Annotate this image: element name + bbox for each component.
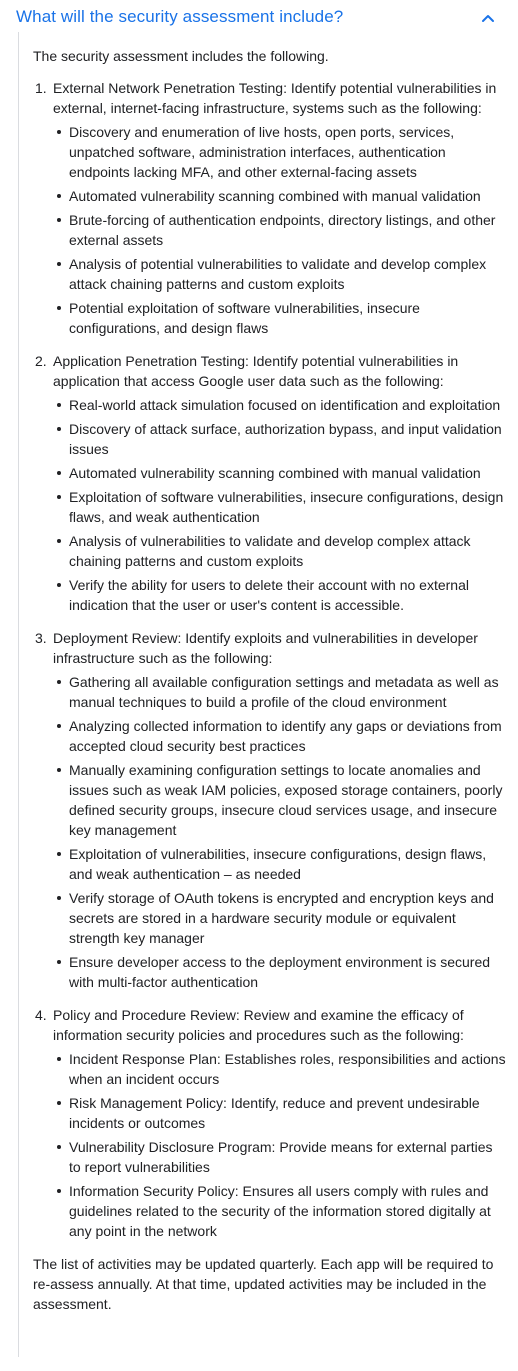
chevron-up-icon[interactable]: [478, 8, 498, 28]
bullet-item: Information Security Policy: Ensures all users comply with rules and guidelines related to the security of the information stored digitally at any point in the network: [53, 1181, 508, 1241]
bullet-list: [53, 672, 508, 992]
bullet-item: Analysis of vulnerabilities to validate and develop complex attack chaining patterns and custom exploits: [53, 531, 508, 571]
section-number: 4.: [35, 1007, 47, 1023]
bullet-item: Discovery and enumeration of live hosts, open ports, services, unpatched software, administration interfaces, authentication endpoints lacking MFA, and other external-facing assets: [53, 122, 508, 182]
section-heading: External Network Penetration Testing: Identify potential vulnerabilities in external, internet-facing infrastructure, systems such as the following:: [53, 80, 497, 116]
bullet-item: Automated vulnerability scanning combined with manual validation: [53, 186, 508, 206]
section-number: 2.: [35, 353, 47, 369]
section-item: [33, 78, 508, 338]
faq-toggle[interactable]: [0, 0, 518, 32]
bullet-item: Vulnerability Disclosure Program: Provide means for external parties to report vulnerabilities: [53, 1137, 508, 1177]
faq-answer: [18, 32, 518, 1357]
section-number: 1.: [35, 80, 47, 96]
bullet-item: Analyzing collected information to identify any gaps or deviations from accepted cloud security best practices: [53, 716, 508, 756]
section-item: [33, 351, 508, 615]
bullet-item: Potential exploitation of software vulnerabilities, insecure configurations, and design flaws: [53, 298, 508, 338]
bullet-item: Verify storage of OAuth tokens is encrypted and encryption keys and secrets are stored in a hardware security module or equivalent strength key manager: [53, 888, 508, 948]
bullet-item: Ensure developer access to the deployment environment is secured with multi-factor authentication: [53, 952, 508, 992]
bullet-item: Risk Management Policy: Identify, reduce and prevent undesirable incidents or outcomes: [53, 1093, 508, 1133]
bullet-item: Automated vulnerability scanning combined with manual validation: [53, 463, 508, 483]
bullet-item: Exploitation of vulnerabilities, insecure configurations, design flaws, and weak authentication – as needed: [53, 844, 508, 884]
intro-text: The security assessment includes the following.: [33, 48, 329, 64]
bullet-item: Analysis of potential vulnerabilities to validate and develop complex attack chaining patterns and custom exploits: [53, 254, 508, 294]
bullet-item: Gathering all available configuration settings and metadata as well as manual techniques to build a profile of the cloud environment: [53, 672, 508, 712]
section-list: [33, 78, 508, 1241]
outro-text: The list of activities may be updated quarterly. Each app will be required to re-assess annually. At that time, updated activities may be included in the assessment.: [33, 1256, 494, 1312]
bullet-item: Brute-forcing of authentication endpoints, directory listings, and other external assets: [53, 210, 508, 250]
section-item: [33, 1005, 508, 1241]
bullet-item: Discovery of attack surface, authorization bypass, and input validation issues: [53, 419, 508, 459]
faq-question[interactable]: What will the security assessment include?: [16, 7, 344, 26]
section-heading: Policy and Procedure Review: Review and examine the efficacy of information security policies and procedures such as the following:: [53, 1007, 464, 1043]
bullet-list: [53, 122, 508, 338]
bullet-item: Manually examining configuration settings to locate anomalies and issues such as weak IAM policies, exposed storage containers, poorly defined security groups, insecure cloud services usage, and insecure key management: [53, 760, 508, 840]
section-heading: Application Penetration Testing: Identify potential vulnerabilities in application that access Google user data such as the following:: [53, 353, 459, 389]
bullet-item: Exploitation of software vulnerabilities, insecure configurations, design flaws, and weak authentication: [53, 487, 508, 527]
bullet-list: [53, 395, 508, 615]
section-heading: Deployment Review: Identify exploits and vulnerabilities in developer infrastructure such as the following:: [53, 630, 478, 666]
section-number: 3.: [35, 630, 47, 646]
bullet-item: Incident Response Plan: Establishes roles, responsibilities and actions when an incident occurs: [53, 1049, 508, 1089]
bullet-list: [53, 1049, 508, 1241]
section-item: [33, 628, 508, 992]
bullet-item: Verify the ability for users to delete their account with no external indication that the user or user's content is accessible.: [53, 575, 508, 615]
bullet-item: Real-world attack simulation focused on identification and exploitation: [53, 395, 508, 415]
